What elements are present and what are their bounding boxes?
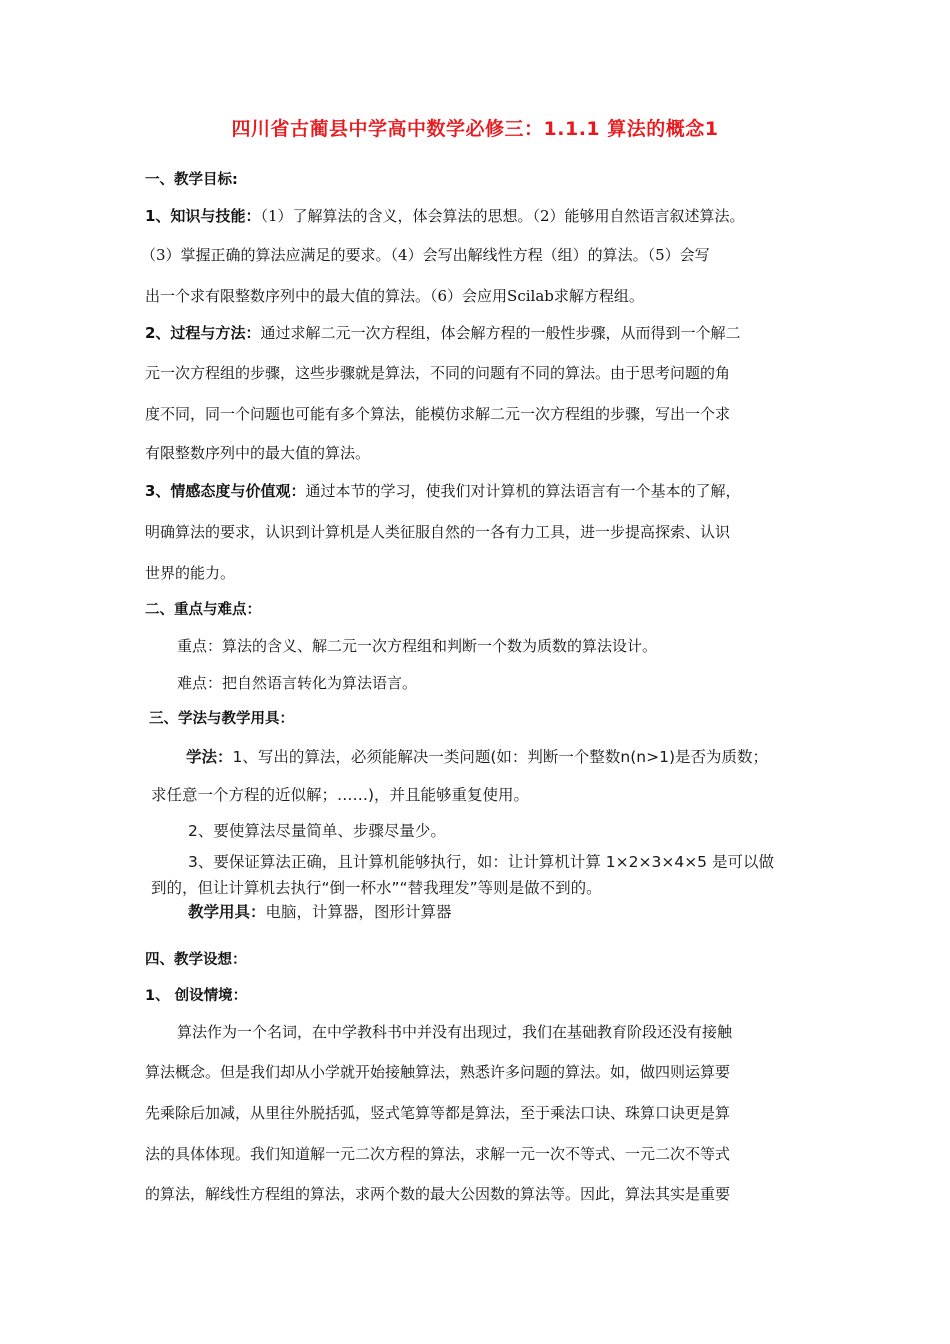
item1-text1: （1）了解算法的含义，体会算法的思想。（2）能够用自然语言叙述算法。 [260, 207, 745, 225]
section2-line2: 难点：把自然语言转化为算法语言。 [177, 674, 418, 692]
section4-para-line1: 算法作为一个名词，在中学教科书中并没有出现过，我们在基础教育阶段还没有接触 [177, 1023, 733, 1041]
section4-para-line5: 的算法，解线性方程组的算法，求两个数的最大公因数的算法等。因此，算法其实是重要 [145, 1185, 731, 1203]
section1-item3-line3: 世界的能力。 [145, 564, 236, 582]
item1-label: 1、知识与技能： [145, 207, 261, 225]
section3-line5: 到的，但让计算机去执行“倒一杯水”“替我理发”等则是做不到的。 [151, 879, 602, 897]
section3-tools-line [188, 902, 452, 922]
section1-item2-line3: 度不同，同一个问题也可能有多个算法，能模仿求解二元一次方程组的步骤，写出一个求 [145, 405, 731, 423]
document-title: 四川省古蔺县中学高中数学必修三：1.1.1 算法的概念1 [231, 118, 719, 140]
section2-heading: 二、重点与难点： [145, 602, 261, 618]
section3-line2: 求任意一个方程的近似解；……)，并且能够重复使用。 [151, 786, 530, 804]
section3-line1 [186, 747, 768, 767]
item3-text1: 通过本节的学习，使我们对计算机的算法语言有一个基本的了解， [305, 482, 741, 500]
section1-item1-line1 [145, 206, 745, 226]
section1-item1-line3: 出一个求有限整数序列中的最大值的算法。（6）会应用Scilab求解方程组。 [145, 287, 644, 305]
section1-item2-line2: 元一次方程组的步骤，这些步骤就是算法，不同的问题有不同的算法。由于思考问题的角 [145, 364, 731, 382]
section3-line3: 2、要使算法尽量简单、步骤尽量少。 [188, 822, 446, 840]
section3-heading: 三、学法与教学用具： [149, 711, 294, 727]
section1-item3-line2: 明确算法的要求，认识到计算机是人类征服自然的一各有力工具，进一步提高探索、认识 [145, 523, 731, 541]
method-text1: 1、写出的算法，必须能解决一类问题(如：判断一个整数n(n>1)是否为质数； [232, 748, 769, 766]
section1-item1-line2: （3）掌握正确的算法应满足的要求。（4）会写出解线性方程（组）的算法。（5）会写 [141, 246, 710, 264]
item3-label: 3、情感态度与价值观： [145, 482, 306, 500]
section4-heading: 四、教学设想： [145, 952, 247, 968]
section4-sub1: 1、 创设情境： [145, 988, 248, 1004]
section4-para-line4: 法的具体体现。我们知道解一元二次方程的算法，求解一元一次不等式、一元二次不等式 [145, 1145, 731, 1163]
section1-item3-line1 [145, 481, 740, 501]
section3-line4: 3、要保证算法正确，且计算机能够执行，如：让计算机计算 1×2×3×4×5 是可以做 [188, 853, 774, 871]
tools-text: 电脑，计算器，图形计算器 [265, 903, 452, 921]
tools-label: 教学用具： [188, 903, 266, 921]
item2-text1: 通过求解二元一次方程组，体会解方程的一般性步骤，从而得到一个解二 [260, 324, 741, 342]
section4-para-line2: 算法概念。但是我们却从小学就开始接触算法，熟悉许多问题的算法。如，做四则运算要 [145, 1063, 731, 1081]
section1-item2-line4: 有限整数序列中的最大值的算法。 [145, 444, 371, 462]
section1-heading: 一、教学目标: [145, 172, 238, 188]
section2-line1: 重点：算法的含义、解二元一次方程组和判断一个数为质数的算法设计。 [177, 637, 658, 655]
method-label: 学法： [186, 748, 233, 766]
section4-para-line3: 先乘除后加减，从里往外脱括弧，竖式笔算等都是算法，至于乘法口诀、珠算口诀更是算 [145, 1104, 731, 1122]
section1-item2-line1 [145, 323, 740, 343]
item2-label: 2、过程与方法： [145, 324, 261, 342]
